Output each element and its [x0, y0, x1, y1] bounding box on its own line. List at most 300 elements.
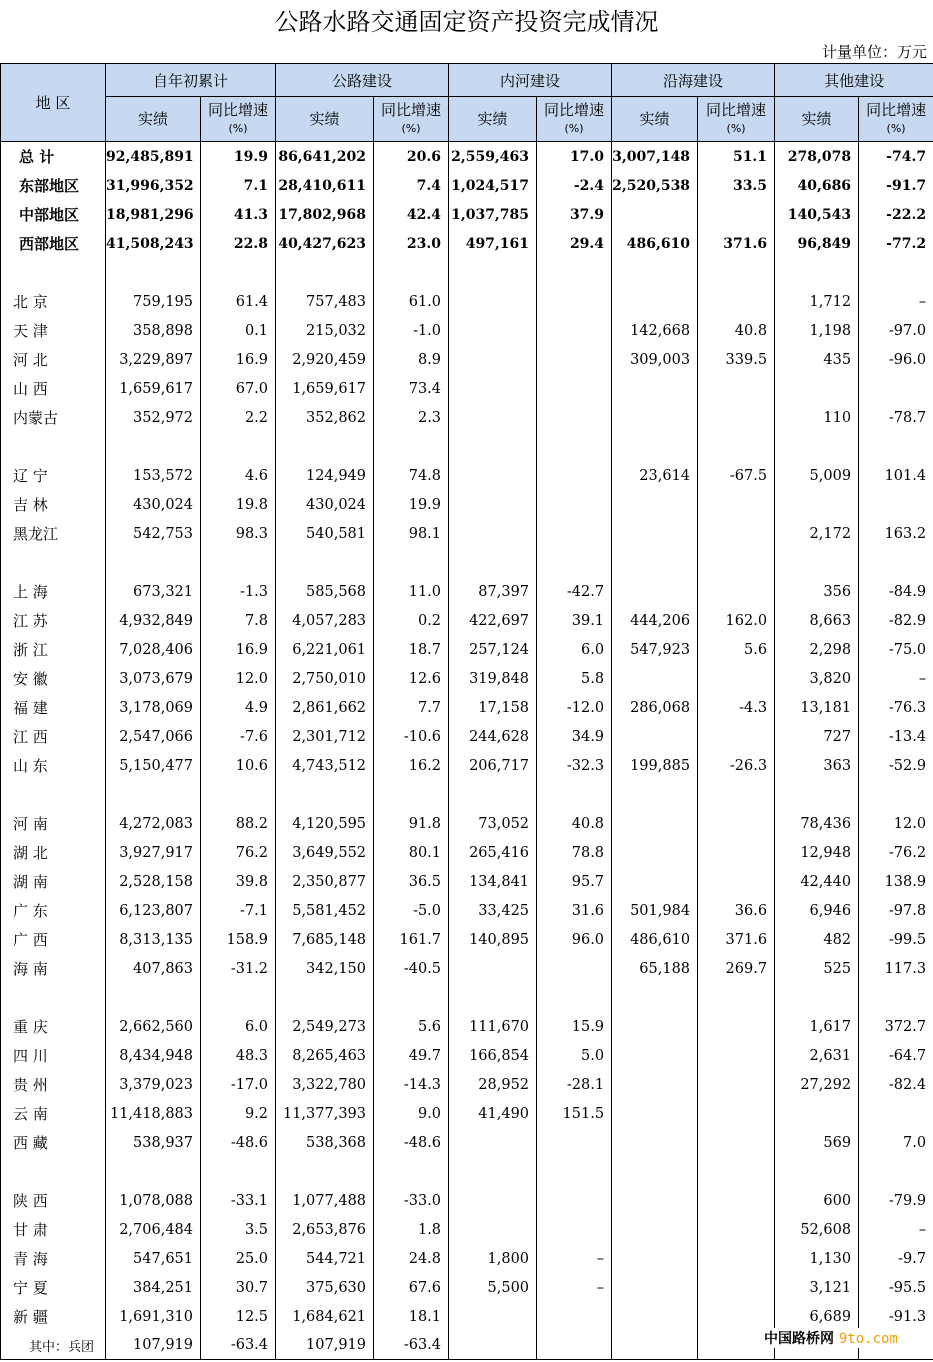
table-row	[1, 316, 933, 345]
value-cell: 40,427,623	[276, 229, 374, 258]
value-cell: 17.0	[537, 142, 612, 172]
value-cell: 2,920,459	[276, 345, 374, 374]
value-cell: -82.9	[859, 606, 933, 635]
value-cell: 3,178,069	[106, 693, 201, 722]
value-cell	[201, 258, 276, 287]
value-cell: 67.6	[374, 1273, 449, 1302]
region-cell	[1, 1157, 106, 1186]
value-cell: 2,631	[775, 1041, 859, 1070]
value-cell: 0.2	[374, 606, 449, 635]
table-row	[1, 1128, 933, 1157]
value-cell: 19.8	[201, 490, 276, 519]
value-cell	[537, 403, 612, 432]
value-cell: -22.2	[859, 200, 933, 229]
value-cell: –	[859, 664, 933, 693]
value-cell	[859, 432, 933, 461]
value-cell: 569	[775, 1128, 859, 1157]
value-cell: 20.6	[374, 142, 449, 172]
value-cell: 17,802,968	[276, 200, 374, 229]
value-cell: 363	[775, 751, 859, 780]
value-cell: 42.4	[374, 200, 449, 229]
value-cell: 757,483	[276, 287, 374, 316]
value-cell: -63.4	[374, 1331, 449, 1360]
value-cell: 1,617	[775, 1012, 859, 1041]
value-cell	[449, 1157, 537, 1186]
value-cell: 111,670	[449, 1012, 537, 1041]
value-cell: -91.3	[859, 1302, 933, 1331]
value-cell	[698, 1099, 775, 1128]
value-cell	[612, 1215, 698, 1244]
value-cell	[106, 983, 201, 1012]
header-group-cumulative: 自年初累计	[106, 64, 276, 97]
value-cell: 3,073,679	[106, 664, 201, 693]
value-cell: 2,861,662	[276, 693, 374, 722]
table-row	[1, 954, 933, 983]
region-cell: 重 庆	[1, 1012, 106, 1041]
value-cell: -9.7	[859, 1244, 933, 1273]
value-cell: -99.5	[859, 925, 933, 954]
region-cell	[1, 432, 106, 461]
region-cell: 宁 夏	[1, 1273, 106, 1302]
value-cell: 538,937	[106, 1128, 201, 1157]
table-row	[1, 229, 933, 258]
region-cell: 天 津	[1, 316, 106, 345]
value-cell: 19.9	[201, 142, 276, 172]
value-cell: 2,750,010	[276, 664, 374, 693]
value-cell: 309,003	[612, 345, 698, 374]
value-cell	[775, 548, 859, 577]
value-cell	[612, 1273, 698, 1302]
value-cell	[374, 432, 449, 461]
value-cell: 140,895	[449, 925, 537, 954]
page-title: 公路水路交通固定资产投资完成情况	[274, 8, 659, 36]
value-cell: 30.7	[201, 1273, 276, 1302]
table-row	[1, 838, 933, 867]
value-cell	[374, 983, 449, 1012]
value-cell: 5.8	[537, 664, 612, 693]
region-cell: 总 计	[1, 142, 106, 172]
value-cell: 2,298	[775, 635, 859, 664]
region-cell: 江 西	[1, 722, 106, 751]
value-cell	[612, 1012, 698, 1041]
value-cell: 375,630	[276, 1273, 374, 1302]
value-cell: -84.9	[859, 577, 933, 606]
table-row	[1, 867, 933, 896]
region-cell: 广 东	[1, 896, 106, 925]
value-cell	[698, 1041, 775, 1070]
value-cell: -76.2	[859, 838, 933, 867]
value-cell	[276, 548, 374, 577]
value-cell: 61.4	[201, 287, 276, 316]
value-cell: 501,984	[612, 896, 698, 925]
value-cell: -52.9	[859, 751, 933, 780]
value-cell: 372.7	[859, 1012, 933, 1041]
value-cell: 31.6	[537, 896, 612, 925]
value-cell	[449, 287, 537, 316]
value-cell	[449, 490, 537, 519]
value-cell: 166,854	[449, 1041, 537, 1070]
value-cell: 278,078	[775, 142, 859, 172]
subheader-growth-unit: (%)	[726, 121, 746, 135]
value-cell: 5,581,452	[276, 896, 374, 925]
value-cell: 18.1	[374, 1302, 449, 1331]
value-cell: 11,377,393	[276, 1099, 374, 1128]
value-cell: 39.8	[201, 867, 276, 896]
value-cell	[612, 287, 698, 316]
value-cell	[449, 519, 537, 548]
value-cell: 525	[775, 954, 859, 983]
value-cell	[276, 258, 374, 287]
value-cell: 40,686	[775, 171, 859, 200]
value-cell: 51.1	[698, 142, 775, 172]
value-cell: -1.0	[374, 316, 449, 345]
value-cell	[859, 548, 933, 577]
value-cell: 87,397	[449, 577, 537, 606]
header-group-coastal: 沿海建设	[612, 64, 775, 97]
value-cell: 7.1	[201, 171, 276, 200]
value-cell: -14.3	[374, 1070, 449, 1099]
value-cell: -48.6	[201, 1128, 276, 1157]
value-cell: 3,649,552	[276, 838, 374, 867]
value-cell	[859, 1099, 933, 1128]
value-cell: 3,322,780	[276, 1070, 374, 1099]
subheader-growth	[374, 97, 449, 142]
value-cell: 96.0	[537, 925, 612, 954]
table-row	[1, 1244, 933, 1273]
value-cell: 61.0	[374, 287, 449, 316]
table-body	[1, 142, 933, 1360]
region-cell: 江 苏	[1, 606, 106, 635]
value-cell	[449, 1302, 537, 1331]
value-cell: 7,685,148	[276, 925, 374, 954]
value-cell: 482	[775, 925, 859, 954]
value-cell: -4.3	[698, 693, 775, 722]
value-cell	[698, 1070, 775, 1099]
value-cell: -48.6	[374, 1128, 449, 1157]
value-cell	[449, 1128, 537, 1157]
value-cell: -33.0	[374, 1186, 449, 1215]
value-cell	[537, 490, 612, 519]
value-cell: 28,410,611	[276, 171, 374, 200]
value-cell: -64.7	[859, 1041, 933, 1070]
value-cell	[859, 490, 933, 519]
value-cell	[612, 432, 698, 461]
value-cell: 1,712	[775, 287, 859, 316]
value-cell: 5.0	[537, 1041, 612, 1070]
value-cell	[374, 258, 449, 287]
table-row	[1, 200, 933, 229]
value-cell	[449, 432, 537, 461]
region-cell: 甘 肃	[1, 1215, 106, 1244]
value-cell	[201, 548, 276, 577]
value-cell: 2,172	[775, 519, 859, 548]
subheader-actual: 实绩	[276, 97, 374, 142]
value-cell	[537, 1186, 612, 1215]
table-row	[1, 171, 933, 200]
value-cell: 48.3	[201, 1041, 276, 1070]
value-cell: 65,188	[612, 954, 698, 983]
unit-label: 计量单位：万元	[821, 43, 927, 61]
value-cell: 16.9	[201, 635, 276, 664]
value-cell: 16.2	[374, 751, 449, 780]
value-cell: 15.9	[537, 1012, 612, 1041]
value-cell: -82.4	[859, 1070, 933, 1099]
value-cell: 5,009	[775, 461, 859, 490]
value-cell	[612, 722, 698, 751]
value-cell: 76.2	[201, 838, 276, 867]
value-cell	[698, 1302, 775, 1331]
value-cell	[698, 1273, 775, 1302]
value-cell: 2,706,484	[106, 1215, 201, 1244]
value-cell: 497,161	[449, 229, 537, 258]
value-cell	[698, 722, 775, 751]
value-cell: -97.8	[859, 896, 933, 925]
value-cell	[698, 1244, 775, 1273]
value-cell: 7.7	[374, 693, 449, 722]
value-cell: 73.4	[374, 374, 449, 403]
value-cell: 6,946	[775, 896, 859, 925]
value-cell: 92,485,891	[106, 142, 201, 172]
value-cell	[775, 374, 859, 403]
value-cell: -42.7	[537, 577, 612, 606]
value-cell: -12.0	[537, 693, 612, 722]
value-cell: -13.4	[859, 722, 933, 751]
value-cell: 4,057,283	[276, 606, 374, 635]
value-cell: 6.0	[537, 635, 612, 664]
value-cell	[374, 780, 449, 809]
value-cell: 2,559,463	[449, 142, 537, 172]
subheader-growth-unit: (%)	[886, 121, 906, 135]
value-cell: 138.9	[859, 867, 933, 896]
spacer-row	[1, 780, 933, 809]
region-cell: 海 南	[1, 954, 106, 983]
value-cell: 547,923	[612, 635, 698, 664]
value-cell: 486,610	[612, 925, 698, 954]
table-row	[1, 1302, 933, 1331]
value-cell	[698, 664, 775, 693]
region-cell: 新 疆	[1, 1302, 106, 1331]
value-cell: 2,350,877	[276, 867, 374, 896]
subheader-actual: 实绩	[775, 97, 859, 142]
value-cell: 430,024	[276, 490, 374, 519]
value-cell	[537, 519, 612, 548]
value-cell: -5.0	[374, 896, 449, 925]
value-cell	[612, 809, 698, 838]
value-cell: 78.8	[537, 838, 612, 867]
value-cell: -91.7	[859, 171, 933, 200]
value-cell: 67.0	[201, 374, 276, 403]
value-cell: 12.6	[374, 664, 449, 693]
value-cell: 151.5	[537, 1099, 612, 1128]
value-cell: -78.7	[859, 403, 933, 432]
region-cell: 山 东	[1, 751, 106, 780]
table-row	[1, 1186, 933, 1215]
value-cell: 96,849	[775, 229, 859, 258]
value-cell	[449, 403, 537, 432]
value-cell: 13,181	[775, 693, 859, 722]
value-cell: 110	[775, 403, 859, 432]
value-cell: 37.9	[537, 200, 612, 229]
value-cell: 19.9	[374, 490, 449, 519]
value-cell: 2,528,158	[106, 867, 201, 896]
value-cell	[775, 432, 859, 461]
value-cell: -40.5	[374, 954, 449, 983]
value-cell: 1.8	[374, 1215, 449, 1244]
value-cell	[859, 780, 933, 809]
value-cell: 8.9	[374, 345, 449, 374]
value-cell: 73,052	[449, 809, 537, 838]
value-cell: 24.8	[374, 1244, 449, 1273]
value-cell	[537, 1157, 612, 1186]
region-cell: 河 南	[1, 809, 106, 838]
value-cell: 33.5	[698, 171, 775, 200]
value-cell: 1,198	[775, 316, 859, 345]
value-cell	[698, 519, 775, 548]
value-cell: 80.1	[374, 838, 449, 867]
value-cell: 41,490	[449, 1099, 537, 1128]
region-cell: 青 海	[1, 1244, 106, 1273]
region-cell: 山 西	[1, 374, 106, 403]
value-cell: 18.7	[374, 635, 449, 664]
value-cell: -97.0	[859, 316, 933, 345]
table-row	[1, 1012, 933, 1041]
value-cell: 1,024,517	[449, 171, 537, 200]
spacer-row	[1, 258, 933, 287]
watermark-site: 9to.com	[838, 1331, 898, 1347]
table-row	[1, 896, 933, 925]
value-cell: 27,292	[775, 1070, 859, 1099]
value-cell: 3,820	[775, 664, 859, 693]
value-cell	[537, 1331, 612, 1360]
table-row	[1, 693, 933, 722]
table-row	[1, 751, 933, 780]
value-cell: -1.3	[201, 577, 276, 606]
value-cell: 356	[775, 577, 859, 606]
value-cell	[537, 1128, 612, 1157]
value-cell	[698, 548, 775, 577]
value-cell: 342,150	[276, 954, 374, 983]
value-cell	[106, 1157, 201, 1186]
value-cell: 142,668	[612, 316, 698, 345]
value-cell: 9.0	[374, 1099, 449, 1128]
region-cell: 广 西	[1, 925, 106, 954]
value-cell: 0.1	[201, 316, 276, 345]
value-cell: –	[859, 1215, 933, 1244]
subheader-growth-label: 同比增速	[866, 100, 927, 119]
value-cell: 422,697	[449, 606, 537, 635]
value-cell: -32.3	[537, 751, 612, 780]
value-cell: 1,077,488	[276, 1186, 374, 1215]
value-cell: 352,972	[106, 403, 201, 432]
value-cell	[775, 1157, 859, 1186]
value-cell	[698, 287, 775, 316]
value-cell: 547,651	[106, 1244, 201, 1273]
value-cell: 540,581	[276, 519, 374, 548]
region-cell: 内蒙古	[1, 403, 106, 432]
value-cell: 7.0	[859, 1128, 933, 1157]
value-cell	[537, 1302, 612, 1331]
value-cell: 486,610	[612, 229, 698, 258]
value-cell	[201, 432, 276, 461]
value-cell	[775, 780, 859, 809]
value-cell: 12.0	[201, 664, 276, 693]
value-cell: 140,543	[775, 200, 859, 229]
value-cell: 41,508,243	[106, 229, 201, 258]
value-cell	[612, 577, 698, 606]
value-cell: -17.0	[201, 1070, 276, 1099]
value-cell: 7.8	[201, 606, 276, 635]
value-cell: 3.5	[201, 1215, 276, 1244]
table-row	[1, 664, 933, 693]
value-cell	[537, 983, 612, 1012]
region-cell: 浙 江	[1, 635, 106, 664]
value-cell: 16.9	[201, 345, 276, 374]
value-cell: 162.0	[698, 606, 775, 635]
header-group-other: 其他建设	[775, 64, 933, 97]
value-cell: 12.0	[859, 809, 933, 838]
value-cell: 25.0	[201, 1244, 276, 1273]
value-cell: 444,206	[612, 606, 698, 635]
value-cell: 78,436	[775, 809, 859, 838]
value-cell: 42,440	[775, 867, 859, 896]
value-cell	[612, 1244, 698, 1273]
value-cell	[449, 374, 537, 403]
value-cell: 206,717	[449, 751, 537, 780]
value-cell	[698, 1128, 775, 1157]
region-cell	[1, 780, 106, 809]
value-cell	[537, 780, 612, 809]
table-row	[1, 1099, 933, 1128]
value-cell	[698, 983, 775, 1012]
value-cell	[449, 316, 537, 345]
value-cell: -67.5	[698, 461, 775, 490]
value-cell	[698, 809, 775, 838]
value-cell: 352,862	[276, 403, 374, 432]
value-cell	[276, 983, 374, 1012]
value-cell: -33.1	[201, 1186, 276, 1215]
value-cell: 6,221,061	[276, 635, 374, 664]
value-cell: 5.6	[374, 1012, 449, 1041]
value-cell	[106, 548, 201, 577]
value-cell: -7.1	[201, 896, 276, 925]
value-cell: 39.1	[537, 606, 612, 635]
region-cell: 北 京	[1, 287, 106, 316]
value-cell: 11.0	[374, 577, 449, 606]
table-row	[1, 809, 933, 838]
spacer-row	[1, 983, 933, 1012]
value-cell	[537, 432, 612, 461]
value-cell: 40.8	[537, 809, 612, 838]
spacer-row	[1, 548, 933, 577]
header-group-highway: 公路建设	[276, 64, 449, 97]
value-cell: 1,691,310	[106, 1302, 201, 1331]
header-group-inland-river: 内河建设	[449, 64, 612, 97]
value-cell	[612, 519, 698, 548]
value-cell	[698, 1157, 775, 1186]
value-cell: 199,885	[612, 751, 698, 780]
value-cell: 1,078,088	[106, 1186, 201, 1215]
value-cell: 2,520,538	[612, 171, 698, 200]
value-cell: 1,684,621	[276, 1302, 374, 1331]
table-row	[1, 287, 933, 316]
value-cell	[859, 374, 933, 403]
value-cell: 98.3	[201, 519, 276, 548]
value-cell: 585,568	[276, 577, 374, 606]
region-cell: 西部地区	[1, 229, 106, 258]
region-cell: 贵 州	[1, 1070, 106, 1099]
value-cell: 319,848	[449, 664, 537, 693]
value-cell: 107,919	[276, 1331, 374, 1360]
